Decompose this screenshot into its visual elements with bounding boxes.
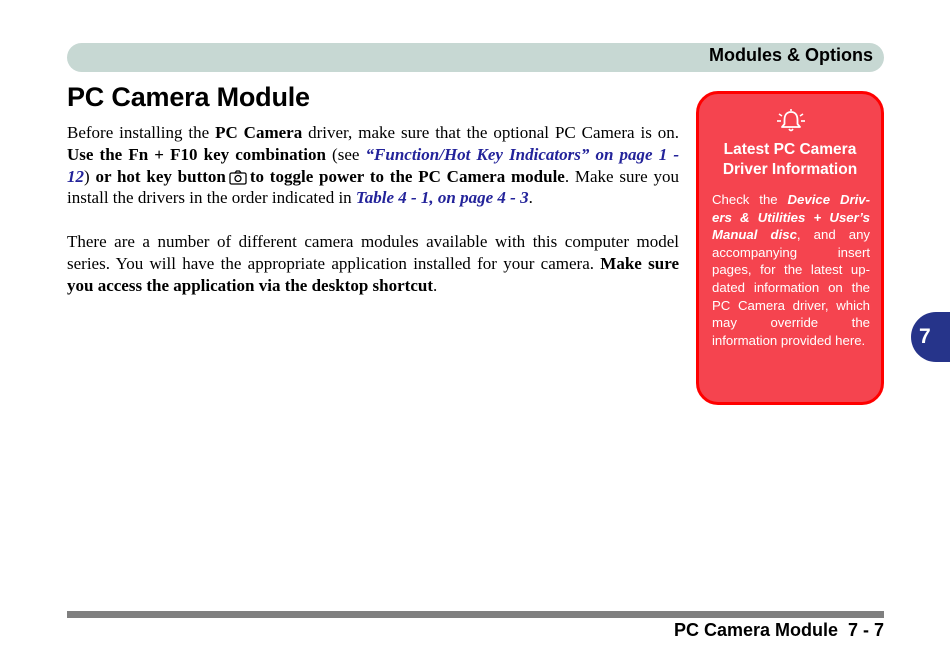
page-title: PC Camera Module xyxy=(67,82,310,112)
footer-rule xyxy=(67,611,884,618)
p2-text: There are a number of different camera modules available with this computer model series. You will have the appropriate application installed for your camera. xyxy=(67,231,679,273)
p1-text: ) xyxy=(84,166,96,186)
p2-bold: Make sure you access the application via the desktop shortcut xyxy=(67,253,679,295)
chapter-tab[interactable]: 7 xyxy=(911,312,950,362)
p2-text: . xyxy=(432,275,438,295)
sidebar-title-line: Latest PC Camera xyxy=(723,141,857,158)
paragraph-1 xyxy=(67,122,679,209)
sidebar-text-span: , and any accompanying insert pages, for the latest up-dated information on the PC Camera driver, which may override the information provided here. xyxy=(712,227,870,348)
p1-text: (see xyxy=(325,144,366,164)
paragraph-2 xyxy=(67,231,679,296)
body-text xyxy=(67,122,679,296)
sidebar-title-line: Driver Information xyxy=(722,160,858,178)
p1-text: Before installing the xyxy=(67,123,216,142)
camera-icon xyxy=(229,170,247,185)
sidebar-text xyxy=(712,191,870,349)
p1-text: . xyxy=(528,188,533,208)
p1-bold: or hot key button xyxy=(95,166,226,186)
header-bar xyxy=(67,43,884,72)
p1-bold: PC Camera xyxy=(215,123,303,142)
sidebar-title xyxy=(699,140,881,179)
sidebar-note xyxy=(696,91,884,405)
p1-bold: to toggle power to the PC Camera module xyxy=(249,166,565,186)
p1-text: driver, make sure that the optional PC Camera is on. xyxy=(302,123,679,142)
hotkey-indicators-link[interactable]: “Function/Hot Key Indicators” on page 1 - 12 xyxy=(67,144,680,186)
sidebar-text-span: Check the xyxy=(712,192,788,207)
section-title: Modules & Options xyxy=(709,45,873,65)
footer-page-label: PC Camera Module 7 - 7 xyxy=(673,620,884,640)
p1-bold: Use the Fn + F10 key combination xyxy=(67,144,326,164)
alert-bell-icon xyxy=(775,108,807,134)
sidebar-disc-name: Device Driv-ers & Utilities + User’s Manual disc xyxy=(712,192,871,243)
table-4-1-link[interactable]: Table 4 - 1, on page 4 - 3 xyxy=(355,188,529,208)
p1-text: . Make sure you install the drivers in the order indicated in xyxy=(67,166,679,208)
